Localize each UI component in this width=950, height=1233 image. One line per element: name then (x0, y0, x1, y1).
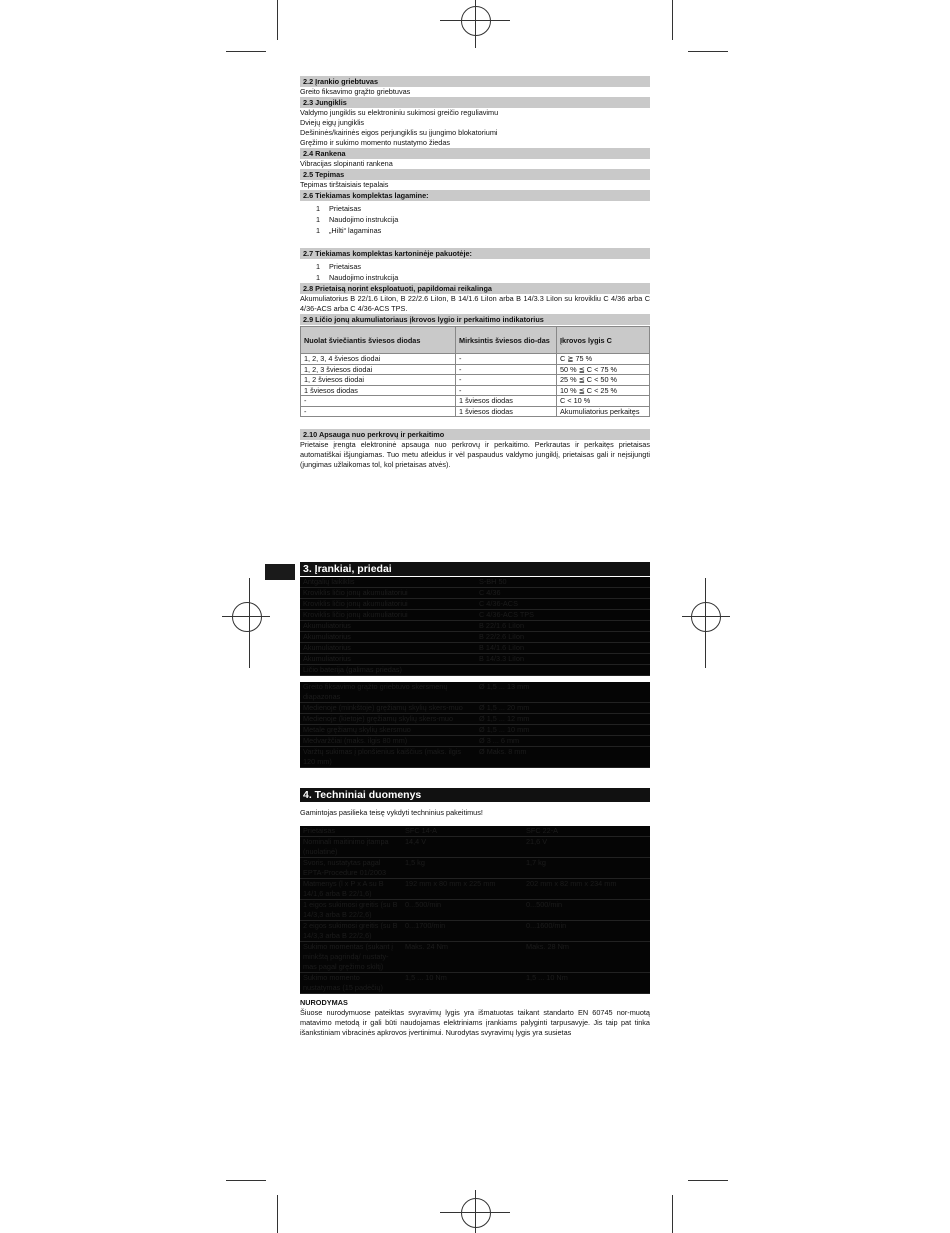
column-header: Nuolat šviečiantis šviesos diodas (301, 327, 456, 354)
section-line: Vibracijas slopinanti rankena (300, 159, 393, 168)
table-row: Nominali maitinimo įtampa (nuolatinė) 14,4 V 21,6 V (300, 837, 650, 858)
list-item: 1 Prietaisas (316, 204, 362, 213)
table-row: Svoris, nustatytas pagal EPTA-Procedure 01/2003 1,5 kg 1,7 kg (300, 858, 650, 879)
table-row: Kroviklis ličio jonų akumuliatoriui C 4/36 (300, 588, 650, 599)
table-row: 1 šviesos diodas - 10 % ≦ C < 25 % (301, 385, 650, 396)
table-row: Medvaržčiai (maks. ilgis 80 mm) Ø 3 ... 6 mm (300, 736, 650, 747)
table-row: Sukimo momento nustatymas (15 padėčių) 1,5 ... 10 Nm 1,5 ... 10 Nm (300, 973, 650, 994)
list-item: 1 Naudojimo instrukcija (316, 273, 399, 282)
table-row: - 1 šviesos diodas Akumuliatorius perkaitęs (301, 406, 650, 417)
drilling-range-table (300, 682, 650, 768)
table-row: - 1 šviesos diodas C < 10 % (301, 396, 650, 407)
crop-mark (688, 51, 728, 52)
note-heading: NURODYMAS (300, 998, 348, 1007)
crop-mark (226, 51, 266, 52)
section-line: Greito fiksavimo grąžto griebtuvas (300, 87, 411, 96)
table-row: Greito fiksavimo grąžto griebtuvo skersmenų diapazonas Ø 1,5 ... 13 mm (300, 682, 650, 703)
table-row: 1, 2, 3 šviesos diodai - 50 % ≦ C < 75 % (301, 364, 650, 375)
table-row: Ličio baterija (galimas priedas) (300, 665, 650, 676)
crop-mark (672, 0, 673, 40)
section-paragraph: Akumuliatorius B 22/1.6 LiIon, B 22/2.6 LiIon, B 14/1.6 LiIon arba B 14/3.3 LiIon su krovikliu C 4/36 arba C 4/36-ACS arba C 4/36-ACS TPS. (300, 294, 650, 313)
table-row: Akumuliatorius B 14/3.3 LiIon (300, 654, 650, 665)
column-header: Mirksintis šviesos dio-das (456, 327, 557, 354)
section-heading: 2.7 Tiekiamas komplektas kartoninėje pakuotėje: (300, 248, 650, 259)
document-page (300, 76, 650, 1038)
accessories-table (300, 577, 650, 676)
section-2-3 (300, 97, 650, 148)
table-row: Akumuliatorius B 22/2.6 LiIon (300, 632, 650, 643)
section-heading: 2.6 Tiekiamas komplektas lagamine: (300, 190, 650, 201)
registration-mark-icon (682, 616, 730, 617)
table-row: Kroviklis ličio jonų akumuliatoriui C 4/36-ACS TPS (300, 610, 650, 621)
crop-mark (226, 1180, 266, 1181)
table-row: 2 eigos sukimosi greitis (su B 14/3,3 arba B 22/2,6) 0...1700/min 0...1600/min (300, 921, 650, 942)
table-row: Matmenys (l x P x A su B 14/1,6 arba B 22/1,6) 192 mm x 80 mm x 225 mm 202 mm x 82 mm x 234 mm (300, 879, 650, 900)
section-2-6 (300, 190, 650, 236)
chapter-3 (300, 562, 650, 768)
chapter-4 (300, 788, 650, 1038)
chapter-heading: 3. Įrankiai, priedai (300, 562, 650, 577)
chapter-heading: 4. Techniniai duomenys (300, 788, 650, 803)
column-header: Prietaisas (300, 826, 402, 837)
column-header: SFC 14-A (402, 826, 523, 837)
registration-mark-icon (461, 6, 491, 36)
section-line: Tepimas tirštaisiais tepalais (300, 180, 389, 189)
table-row: Sukimo momentas (sukant į minkštą pagrindą/ nustaty-mas pagal gręžimo skiltį) Maks. 24 Nm Maks. 28 Nm (300, 942, 650, 973)
table-row: Akumuliatorius B 22/1.6 LiIon (300, 621, 650, 632)
column-header: Įkrovos lygis C (557, 327, 650, 354)
table-row: 1, 2 šviesos diodai - 25 % ≦ C < 50 % (301, 375, 650, 386)
section-line: Gamintojas pasilieka teisę vykdyti techninius pakeitimus! (300, 808, 483, 817)
technical-data-table (300, 826, 650, 994)
table-row: Medienoje (minkštoje) gręžiamų skylių skers-muo Ø 1,5 ... 20 mm (300, 703, 650, 714)
section-2-7 (300, 248, 650, 283)
registration-mark-icon (475, 0, 476, 48)
registration-mark-icon (232, 602, 262, 632)
section-heading: 2.9 Ličio jonų akumuliatoriaus įkrovos lygio ir perkaitimo indikatorius (300, 314, 650, 325)
section-2-9 (300, 314, 650, 417)
crop-mark (688, 1180, 728, 1181)
note-paragraph: Šiuose nurodymuose pateiktas svyravimų lygis yra išmatuotas taikant standarto EN 60745 nor-muotą matavimo metodą ir gali būti naudojamas elektriniams įrankiams palyginti tarpusavyje. Jis taip pat tinka išankstiniam vibracinės apkrovos įvertinimui. Nurodytas svyravimų lygis yra susietas (300, 1008, 650, 1037)
table-row: 1 eigos sukimosi greitis (su B 14/3,3 arba B 22/2,6) 0...500/min 0...500/min (300, 900, 650, 921)
section-paragraph: Prietaise įrengta elektroninė apsauga nuo perkrovų ir perkaitimo. Perkrautas ir perkaitęs prietaisas automatiškai išjungiamas. Tuo metu atleidus ir vėl paspaudus valdymo jungiklį, prietaisas gali ir neįsijungti (jungimas užlaikomas tol, kol prietaisas atvės). (300, 440, 650, 469)
section-line: Gręžimo ir sukimo momento nustatymo žiedas (300, 138, 451, 147)
list-item: 1 „Hilti“ lagaminas (316, 226, 382, 235)
list-item: 1 Prietaisas (316, 262, 362, 271)
section-2-4 (300, 148, 650, 169)
section-line: Valdymo jungiklis su elektroniniu sukimosi greičio reguliavimu (300, 108, 499, 117)
section-heading: 2.8 Prietaisą norint eksploatuoti, papildomai reikalinga (300, 283, 650, 294)
section-2-8 (300, 283, 650, 314)
column-header: SFC 22-A (523, 826, 650, 837)
page-tab-marker (265, 564, 295, 580)
table-row: 1, 2, 3, 4 šviesos diodai - C ≧ 75 % (301, 354, 650, 365)
section-line: Dešininės/kairinės eigos perjungiklis su įjungimo blokatoriumi (300, 128, 498, 137)
crop-mark (277, 1195, 278, 1233)
crop-mark (277, 0, 278, 40)
section-heading: 2.5 Tepimas (300, 169, 650, 180)
registration-mark-icon (461, 1198, 491, 1228)
section-heading: 2.2 Įrankio griebtuvas (300, 76, 650, 87)
registration-mark-icon (691, 602, 721, 632)
table-row: Akumuliatorius B 14/1.6 LiIon (300, 643, 650, 654)
table-row: Varžtų sukimas į plonšienius kaiščius (maks. ilgis 120 mm) Ø Maks. 8 mm (300, 747, 650, 768)
table-row: Kroviklis ličio jonų akumuliatoriui C 4/36-ACS (300, 599, 650, 610)
table-header-row (301, 327, 650, 354)
section-2-10 (300, 429, 650, 470)
section-heading: 2.4 Rankena (300, 148, 650, 159)
section-heading: 2.3 Jungiklis (300, 97, 650, 108)
section-line: Dviejų eigų jungiklis (300, 118, 365, 127)
table-row: Metale gręžiamų skylių skersmuo Ø 1,5 ... 10 mm (300, 725, 650, 736)
list-item: 1 Naudojimo instrukcija (316, 215, 399, 224)
section-2-2 (300, 76, 650, 97)
charge-indicator-table (300, 326, 650, 417)
section-heading: 2.10 Apsauga nuo perkrovų ir perkaitimo (300, 429, 650, 440)
table-header-row (300, 826, 650, 837)
crop-mark (672, 1195, 673, 1233)
table-row: Antgalių laikiklis S-BH 50 (300, 577, 650, 588)
table-row: Medienoje (kietoje) gręžiamų skylių skers-muo Ø 1,5 ... 12 mm (300, 714, 650, 725)
registration-mark-icon (222, 616, 270, 617)
registration-mark-icon (475, 1190, 476, 1233)
section-2-5 (300, 169, 650, 190)
